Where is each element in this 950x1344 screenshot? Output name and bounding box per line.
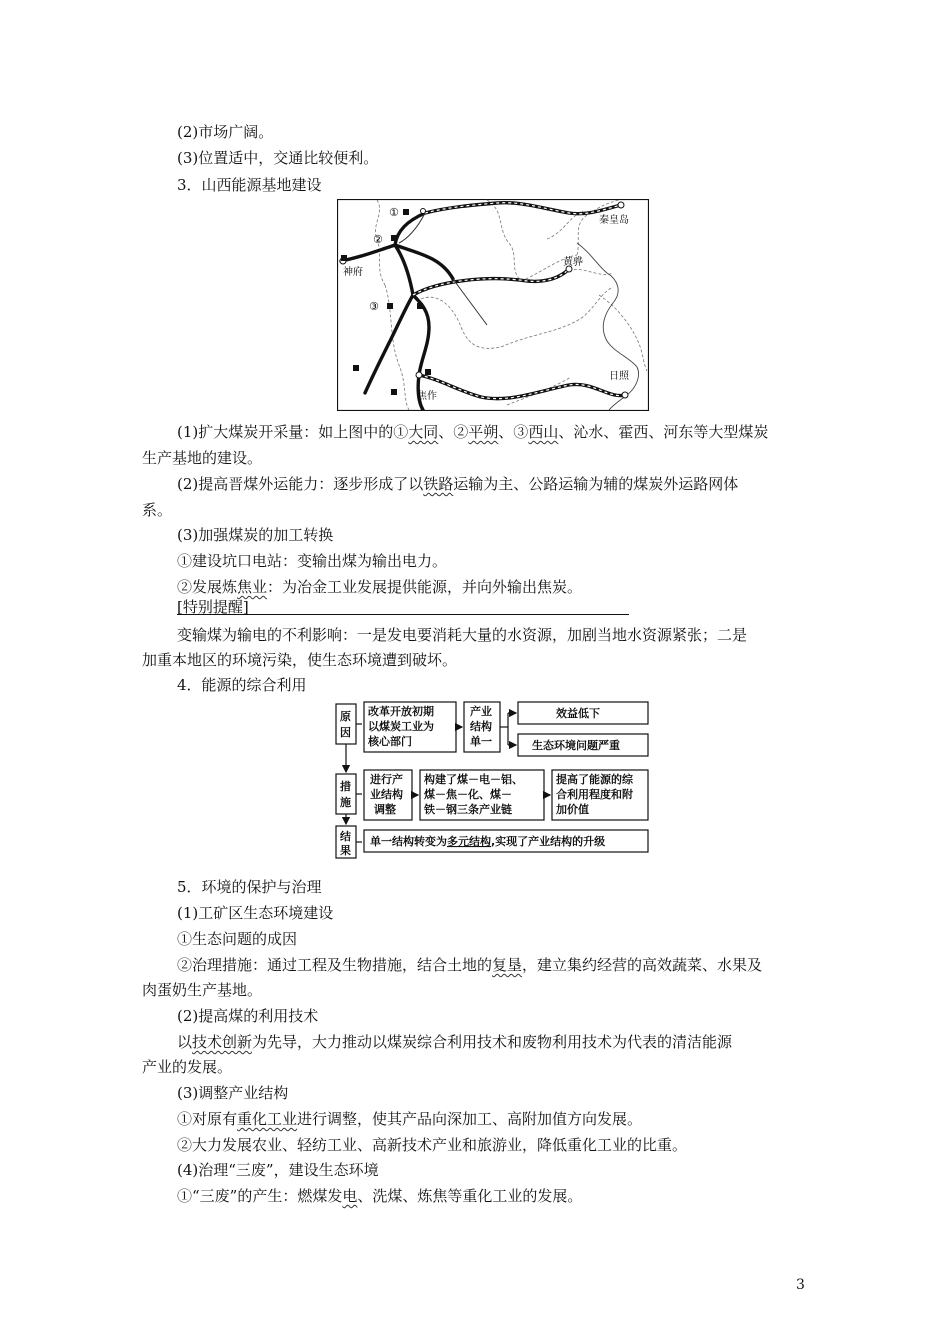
result-label-1: 结 (340, 830, 351, 843)
chain-box-line-2: 煤－焦－化、煤－ (424, 788, 512, 801)
effect-low-benefit: 效益低下 (556, 707, 600, 720)
develop-industries-line: ②大力发展农业、轻纺工业、高新技术产业和旅游业，降低重化工业的比重。 (177, 1136, 688, 1154)
energy-utilization-flowchart (334, 700, 652, 862)
section3-heading: 3．山西能源基地建设 (177, 176, 322, 194)
single-box-line-1: 产业 (470, 705, 492, 718)
coal-tech-heading: (2)提高煤的利用技术 (177, 1007, 319, 1025)
tip-divider (177, 614, 629, 615)
expand-mining-line: (1)扩大煤炭开采量：如上图中的①大同、②平朔、③西山、沁水、霍西、河东等大型煤炭 (177, 423, 769, 441)
coal-tech-line-2: 产业的发展。 (142, 1058, 233, 1076)
mining-ecology-heading: (1)工矿区生态环境建设 (177, 904, 334, 922)
reason-box-line-2: 以煤炭工业为 (368, 720, 434, 733)
page-number: 3 (796, 1277, 805, 1293)
section4-heading: 4．能源的综合利用 (177, 676, 307, 694)
adjust-box-line-3: 调整 (374, 803, 396, 816)
tip-line-2: 加重本地区的环境污染，使生态环境遭到破坏。 (142, 651, 458, 669)
transport-capacity-line: (2)提高晋煤外运能力：逐步形成了以铁路运输为主、公路运输为辅的煤炭外运路网体 (177, 475, 739, 493)
transport-capacity-line-2: 系。 (142, 501, 173, 519)
governance-measures-line-2: 肉蛋奶生产基地。 (142, 981, 263, 999)
chain-box-line-1: 构建了煤－电－铝、 (424, 773, 523, 786)
adjust-box-line-2: 业结构 (370, 788, 403, 801)
location-line: (3)位置适中，交通比较便利。 (177, 149, 379, 167)
special-tip-label: [特别提醒] (177, 598, 249, 616)
result-label-2: 果 (340, 844, 351, 857)
result-box-text: 单一结构转变为多元结构,实现了产业结构的升级 (370, 835, 606, 848)
heavy-industry-line: ①对原有重化工业进行调整，使其产品向深加工、高附加值方向发展。 (177, 1110, 643, 1128)
single-box-line-3: 单一 (470, 735, 492, 748)
map-label-qinhuangdao: 秦皇岛 (599, 215, 629, 226)
shanxi-coal-transport-map (337, 199, 649, 411)
map-marker-3: ③ (369, 300, 379, 313)
map-label-jiaozuo: 焦作 (417, 391, 437, 402)
map-marker-2: ② (373, 233, 383, 246)
improve-box-line-2: 合利用程度和附 (556, 788, 633, 801)
processing-heading: (3)加强煤炭的加工转换 (177, 526, 334, 544)
map-label-rizhao: 日照 (609, 371, 629, 382)
tip-line-1: 变输煤为输电的不利影响：一是发电要消耗大量的水资源，加剧当地水资源紧张；二是 (177, 626, 748, 644)
single-box-line-2: 结构 (470, 720, 492, 733)
measure-label-1: 措 (340, 780, 351, 793)
reason-box-line-1: 改革开放初期 (368, 705, 434, 718)
governance-measures-line: ②治理措施：通过工程及生物措施，结合土地的复垦，建立集约经营的高效蔬菜、水果及 (177, 956, 763, 974)
section5-heading: 5．环境的保护与治理 (177, 878, 322, 896)
power-station-line: ①建设坑口电站：变输出煤为输出电力。 (177, 552, 448, 570)
measure-label-2: 施 (340, 796, 351, 809)
reason-label-2: 因 (340, 726, 351, 739)
adjust-box-line-1: 进行产 (370, 773, 403, 786)
map-label-huanghua: 黄骅 (563, 257, 583, 268)
three-wastes-heading: (4)治理“三废”，建设生态环境 (177, 1161, 379, 1179)
three-wastes-line: ①“三废”的产生：燃煤发电、洗煤、炼焦等重化工业的发展。 (177, 1187, 583, 1205)
coal-tech-line: 以技术创新为先导，大力推动以煤炭综合利用技术和废物利用技术为代表的清洁能源 (177, 1033, 733, 1051)
coking-line: ②发展炼焦业：为冶金工业发展提供能源，并向外输出焦炭。 (177, 578, 583, 596)
map-marker-1: ① (389, 206, 399, 219)
improve-box-line-3: 加价值 (556, 803, 589, 816)
map-label-shenfu: 神府 (343, 267, 363, 278)
industry-adjust-heading: (3)调整产业结构 (177, 1084, 289, 1102)
market-line: (2)市场广阔。 (177, 123, 274, 141)
effect-ecology-problem: 生态环境问题严重 (532, 739, 620, 752)
expand-mining-line-2: 生产基地的建设。 (142, 449, 263, 467)
chain-box-line-3: 铁－钢三条产业链 (424, 803, 512, 816)
reason-box-line-3: 核心部门 (368, 735, 412, 748)
improve-box-line-1: 提高了能源的综 (556, 773, 633, 786)
reason-label-1: 原 (340, 710, 351, 723)
ecology-cause-line: ①生态问题的成因 (177, 930, 298, 948)
